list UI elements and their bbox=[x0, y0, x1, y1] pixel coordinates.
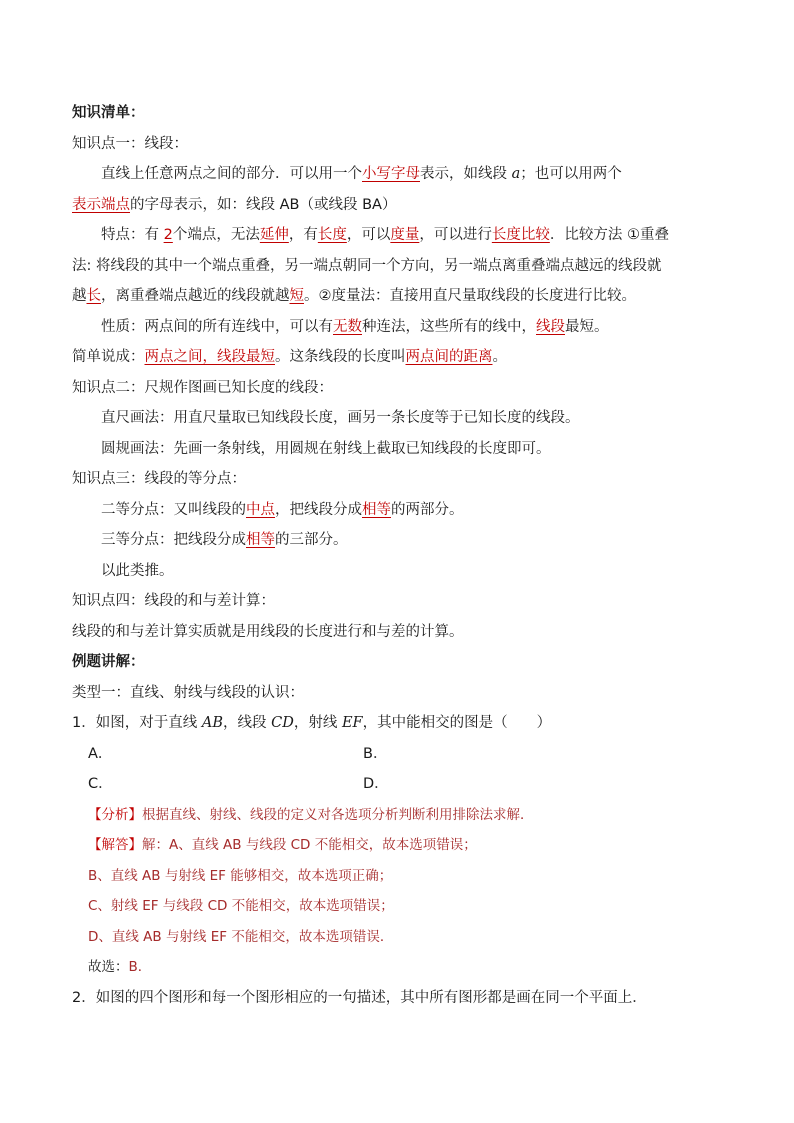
kp1-title: 知识点一：线段： bbox=[72, 135, 188, 152]
kp1-feature-line3: 越长，离重叠端点越近的线段就越短。②度量法：直接用直尺量取线段的长度进行比较。 bbox=[72, 288, 636, 304]
kp2-title: 知识点二：尺规作图画已知长度的线段： bbox=[72, 379, 333, 396]
kp1-definition-line1: 直线上任意两点之间的部分．可以用一个小写字母表示，如线段 a；也可以用两个 bbox=[101, 166, 622, 182]
blank-answer: 表示端点 bbox=[72, 196, 130, 213]
option-b[interactable]: B． bbox=[363, 745, 388, 762]
kp4-title: 知识点四：线段的和与差计算： bbox=[72, 593, 275, 609]
question-1-options-ab bbox=[72, 739, 732, 770]
blank-answer: 小写字母 bbox=[362, 166, 420, 182]
option-a[interactable]: A． bbox=[88, 745, 113, 762]
blank-answer: 两点之间，线段最短 bbox=[144, 349, 275, 365]
kp2-compass: 圆规画法：先画一条射线，用圆规在射线上截取已知线段的长度即可。 bbox=[101, 440, 551, 457]
blank-answer: 长度比较 bbox=[491, 227, 550, 243]
question-1-options-cd bbox=[72, 769, 732, 800]
kp3-half: 二等分点：又叫线段的中点，把线段分成相等的两部分。 bbox=[101, 501, 464, 518]
question-1: 1．如图，对于直线 AB，线段 CD，射线 EF，其中能相交的图是（ ） bbox=[72, 715, 552, 731]
kp2-ruler: 直尺画法：用直尺量取已知线段长度，画另一条长度等于已知长度的线段。 bbox=[101, 410, 580, 426]
blank-answer: 短 bbox=[289, 288, 304, 304]
blank-answer: 相等 bbox=[246, 532, 275, 548]
option-d[interactable]: D． bbox=[363, 776, 389, 792]
type1-title: 类型一：直线、射线与线段的认识： bbox=[72, 684, 304, 701]
blank-answer: 度量 bbox=[390, 227, 420, 243]
kp3-title: 知识点三：线段的等分点： bbox=[72, 471, 246, 487]
kp1-property: 性质：两点间的所有连线中，可以有无数种连法，这些所有的线中，线段最短。 bbox=[101, 318, 609, 335]
option-c[interactable]: C． bbox=[88, 776, 113, 792]
examples-heading: 例题讲解： bbox=[72, 654, 145, 670]
kp1-definition-line2: 表示端点的字母表示，如：线段 AB（或线段 BA） bbox=[72, 196, 397, 213]
blank-answer: 相等 bbox=[362, 501, 391, 518]
q1-answer-b: B、直线 AB 与射线 EF 能够相交，故本选项正确； bbox=[88, 867, 393, 884]
document-page bbox=[72, 98, 732, 1013]
blank-answer: 长度 bbox=[317, 227, 347, 243]
q1-answer-c: C、射线 EF 与线段 CD 不能相交，故本选项错误； bbox=[88, 898, 394, 914]
kp1-simple: 简单说成：两点之间，线段最短。这条线段的长度叫两点间的距离。 bbox=[72, 349, 507, 365]
kp1-feature-line1: 特点：有 2个端点，无法延伸，有长度，可以度量，可以进行长度比较．比较方法 ①重叠 bbox=[101, 227, 669, 243]
blank-answer: 2 bbox=[163, 227, 173, 243]
blank-answer: 两点间的距离 bbox=[405, 349, 493, 365]
q1-analysis: 【分析】根据直线、射线、线段的定义对各选项分析判断利用排除法求解． bbox=[88, 806, 534, 823]
kp3-etc: 以此类推。 bbox=[101, 562, 174, 579]
kp1-feature-line2: 法: 将线段的其中一个端点重叠，另一端点朝同一个方向，另一端点离重叠端点越远的线段就 bbox=[72, 257, 662, 274]
blank-answer: 线段 bbox=[536, 318, 565, 335]
kp4-body: 线段的和与差计算实质就是用线段的长度进行和与差的计算。 bbox=[72, 623, 464, 640]
knowledge-heading: 知识清单： bbox=[72, 105, 145, 121]
q1-choice: 故选：B． bbox=[88, 959, 152, 975]
q1-answer: 【解答】解：A、直线 AB 与线段 CD 不能相交，故本选项错误； bbox=[88, 837, 477, 853]
blank-answer: 延伸 bbox=[259, 227, 289, 243]
answer-tag: 【解答】 bbox=[88, 837, 142, 853]
blank-answer: 中点 bbox=[246, 501, 275, 518]
q1-answer-d: D、直线 AB 与射线 EF 不能相交，故本选项错误． bbox=[88, 928, 394, 945]
blank-answer: 无数 bbox=[333, 318, 362, 335]
question-2: 2．如图的四个图形和每一个图形相应的一句描述，其中所有图形都是画在同一个平面上． bbox=[72, 989, 647, 1006]
analysis-tag: 【分析】 bbox=[88, 806, 142, 823]
blank-answer: 长 bbox=[86, 288, 101, 304]
kp3-third: 三等分点：把线段分成相等的三部分。 bbox=[101, 532, 348, 548]
